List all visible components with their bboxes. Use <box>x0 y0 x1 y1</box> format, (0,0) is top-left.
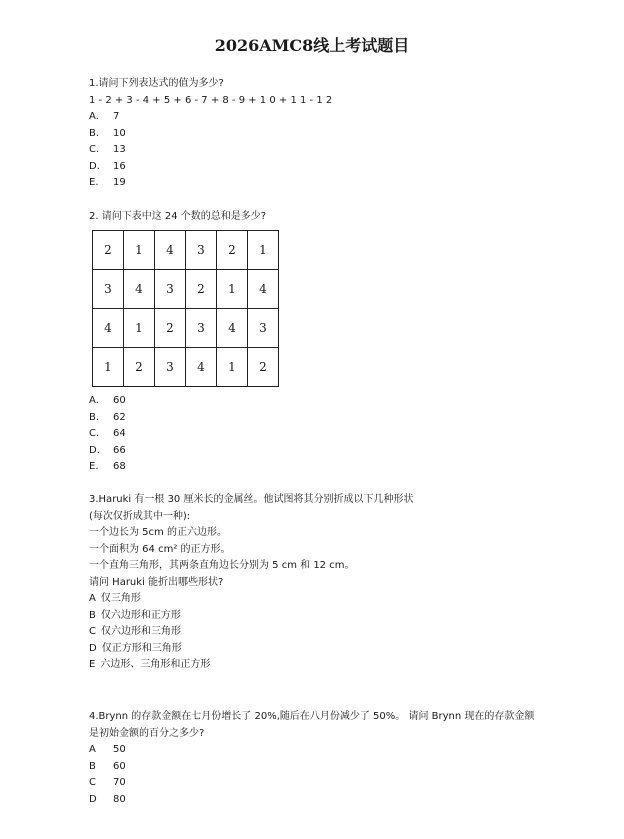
table-cell: 4 <box>248 270 279 309</box>
question-3-line: 请问 Haruki 能折出哪些形状? <box>89 576 224 588</box>
table-cell: 4 <box>155 231 186 270</box>
question-3-line: (每次仅折成其中一种): <box>89 510 191 522</box>
table-cell: 2 <box>155 309 186 348</box>
table-row <box>93 309 279 348</box>
option-a: A 50 <box>89 744 126 755</box>
option-e: E. 68 <box>89 461 126 472</box>
table-cell: 3 <box>248 309 279 348</box>
table-cell: 3 <box>186 309 217 348</box>
table-cell: 2 <box>248 348 279 387</box>
question-2 <box>89 209 549 226</box>
question-1-expression: 1 - 2 + 3 - 4 + 5 + 6 - 7 + 8 - 9 + 1 0 + 1 1 - 1 2 <box>89 94 333 106</box>
table-cell: 4 <box>186 348 217 387</box>
table-cell: 3 <box>155 270 186 309</box>
option-d: D. 66 <box>89 444 126 456</box>
option-c: C. 64 <box>89 428 126 439</box>
table-cell: 2 <box>217 231 248 270</box>
question-3 <box>89 492 549 674</box>
option-c: C 70 <box>89 777 126 788</box>
table-cell: 4 <box>124 270 155 309</box>
question-2-options <box>89 393 549 476</box>
question-1-prompt: 1.请问下列表达式的值为多少? <box>89 78 224 89</box>
option-e: E. 19 <box>89 177 126 188</box>
option-c: C 仅六边形和三角形 <box>89 626 181 637</box>
table-cell: 2 <box>124 348 155 387</box>
question-3-line: 一个边长为 5cm 的正六边形。 <box>89 527 227 538</box>
table-cell: 1 <box>93 348 124 387</box>
question-3-line: 一个面积为 64 cm² 的正方形。 <box>89 543 231 555</box>
table-cell: 3 <box>186 231 217 270</box>
table-cell: 1 <box>248 231 279 270</box>
table-cell: 1 <box>217 270 248 309</box>
table-row <box>93 231 279 270</box>
table-row <box>93 348 279 387</box>
table-cell: 1 <box>124 231 155 270</box>
option-b: B 仅六边形和正方形 <box>89 609 181 621</box>
option-d: D 仅正方形和三角形 <box>89 642 182 654</box>
table-cell: 1 <box>124 309 155 348</box>
option-b: B. 62 <box>89 411 126 423</box>
option-d: D. 16 <box>89 160 126 172</box>
question-4-prompt: 4.Brynn 的存款金额在七月份增长了 20%,随后在八月份减少了 50%。 请问 Brynn 现在的存款金额是初始金额的百分之多少? <box>89 711 535 739</box>
table-cell: 3 <box>155 348 186 387</box>
option-b: B. 10 <box>89 127 126 139</box>
option-d: D 80 <box>89 793 126 805</box>
option-a: A. 60 <box>89 395 126 406</box>
question-3-line: 3.Haruki 有一根 30 厘米长的金属丝。他试图将其分别折成以下几种形状 <box>89 494 414 505</box>
option-a: A. 7 <box>89 111 120 122</box>
option-a: A 仅三角形 <box>89 593 141 604</box>
page-title: 2026AMC8线上考试题目 <box>214 36 410 55</box>
question-1 <box>89 76 549 192</box>
option-b: B 60 <box>89 760 126 772</box>
table-cell: 2 <box>93 231 124 270</box>
table-cell: 1 <box>217 348 248 387</box>
table-cell: 3 <box>93 270 124 309</box>
table-cell: 4 <box>217 309 248 348</box>
table-cell: 4 <box>93 309 124 348</box>
number-table <box>92 230 279 387</box>
table-row <box>93 270 279 309</box>
question-2-prompt: 2. 请问下表中这 24 个数的总和是多少? <box>89 211 267 222</box>
table-cell: 2 <box>186 270 217 309</box>
question-3-line: 一个直角三角形，其两条直角边长分别为 5 cm 和 12 cm。 <box>89 560 355 571</box>
option-e: E 六边形、三角形和正方形 <box>89 659 211 670</box>
option-c: C. 13 <box>89 144 126 155</box>
question-4 <box>89 709 541 808</box>
